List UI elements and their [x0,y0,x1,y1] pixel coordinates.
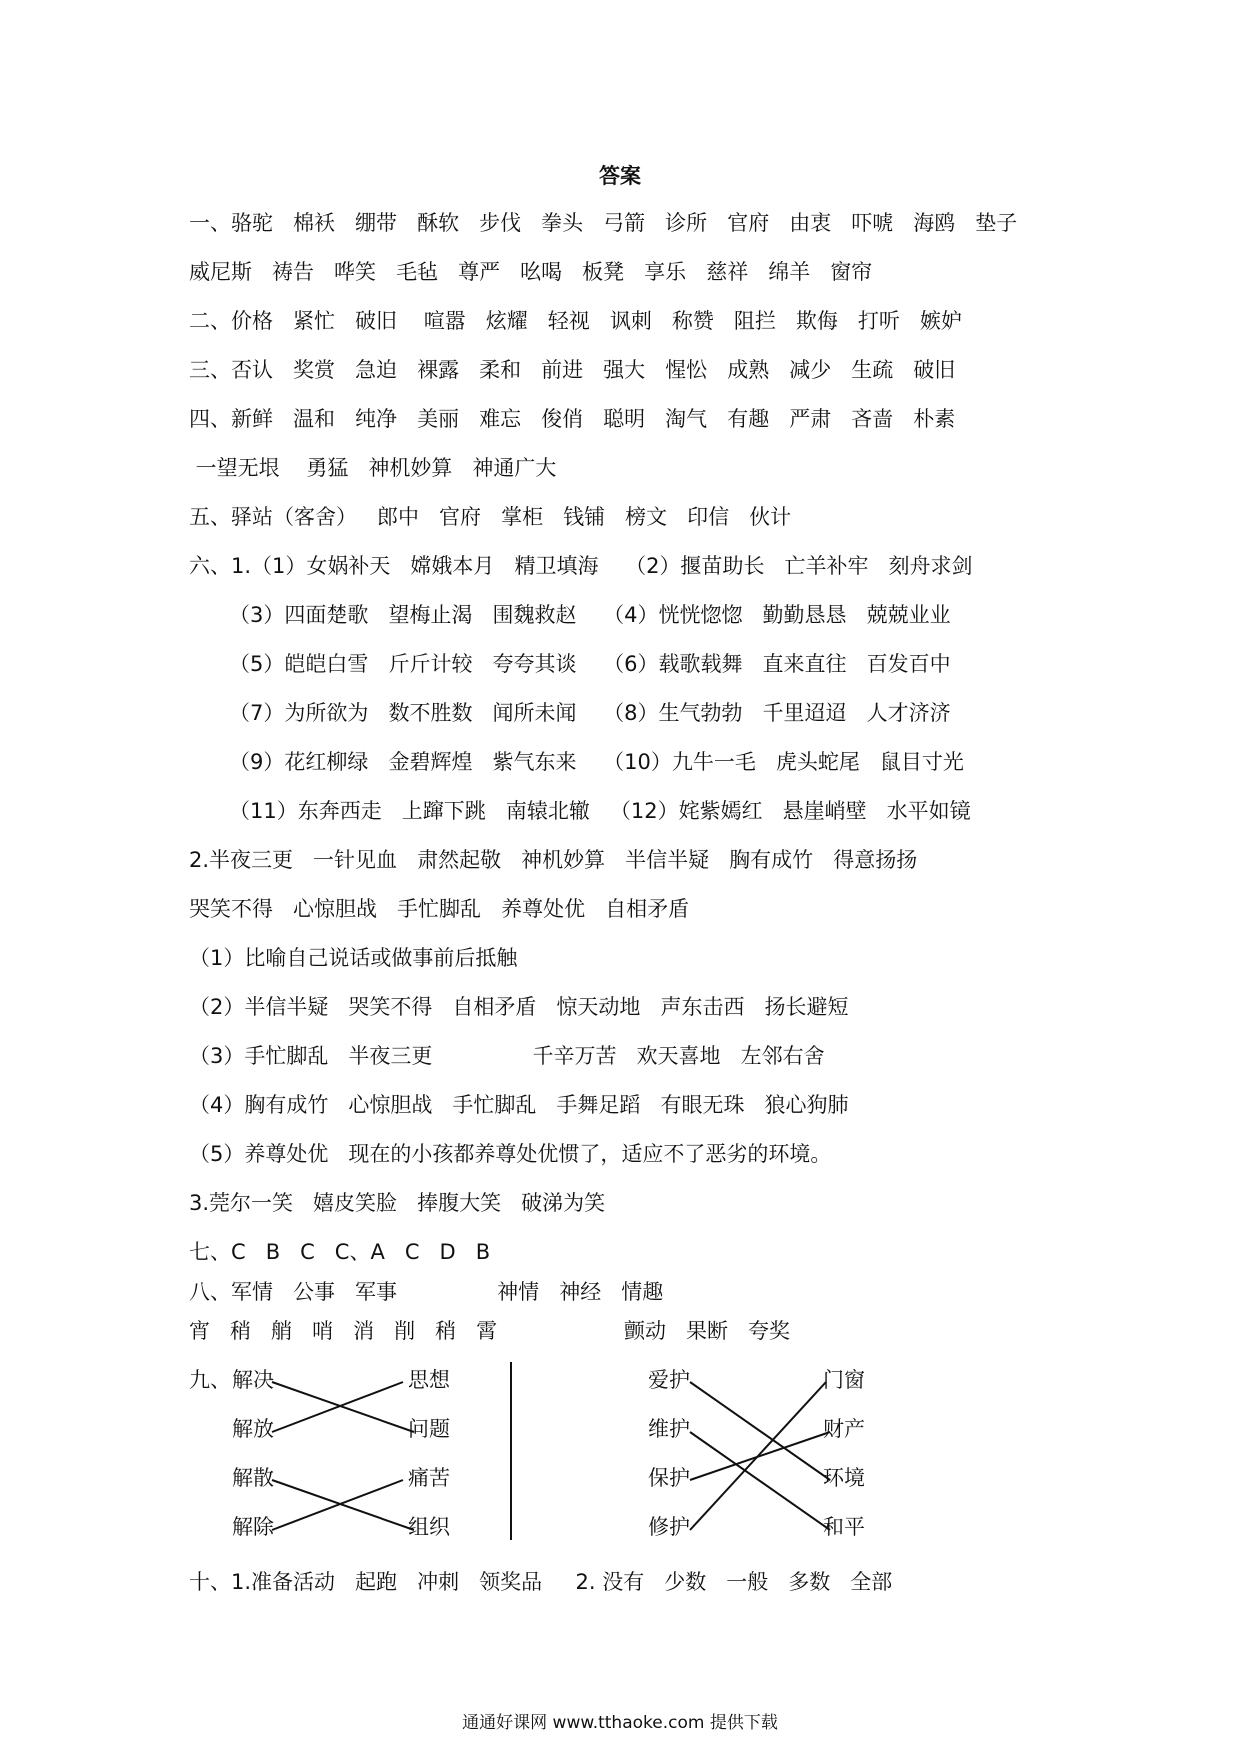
answer-line-20: （5）养尊处优 现在的小孩都养尊处优惯了，适应不了恶劣的环境。 [189,1142,832,1166]
match-left-item: 维护 [648,1417,690,1441]
answer-line-16: （1）比喻自己说话或做事前后抵触 [189,946,518,970]
answer-line-13: （11）东奔西走 上蹿下跳 南辕北辙 （12）姹紫嫣红 悬崖峭壁 水平如镜 [189,799,971,823]
match-line [690,1382,830,1480]
answer-line-5: 四、新鲜 温和 纯净 美丽 难忘 俊俏 聪明 淘气 有趣 严肃 吝啬 朴素 [189,407,956,431]
answer-line-7: 五、驿站（客舍） 郎中 官府 掌柜 钱铺 榜文 印信 伙计 [189,505,792,529]
answer-line-15: 哭笑不得 心惊胆战 手忙脚乱 养尊处优 自相矛盾 [189,897,690,921]
answer-line-10: （5）皑皑白雪 斤斤计较 夸夸其谈 （6）载歌载舞 直来直往 百发百中 [189,652,951,676]
match-right-item: 和平 [823,1515,865,1539]
match-right-item: 思想 [408,1368,450,1392]
answer-line-3: 二、价格 紧忙 破旧 喧嚣 炫耀 轻视 讽刺 称赞 阻拦 欺侮 打听 嫉妒 [189,309,962,333]
answer-line-12: （9）花红柳绿 金碧辉煌 紫气东来 （10）九牛一毛 虎头蛇尾 鼠目寸光 [189,750,964,774]
match-right-item: 环境 [823,1466,865,1490]
match-line [690,1432,830,1480]
match-right-item: 组织 [408,1515,450,1539]
match-left-item: 保护 [648,1466,690,1490]
answer-line-6: 一望无垠 勇猛 神机妙算 神通广大 [189,456,557,480]
answer-line-23: 八、军情 公事 军事 神情 神经 情趣 [189,1280,664,1304]
answer-line-8: 六、1.（1）女娲补天 嫦娥本月 精卫填海 （2）揠苗助长 亡羊补牢 刻舟求剑 [189,554,973,578]
answer-line-19: （4）胸有成竹 心惊胆战 手忙脚乱 手舞足蹈 有眼无珠 狼心狗肺 [189,1093,849,1117]
match-right-item: 痛苦 [408,1466,450,1490]
match-left-item: 修护 [648,1515,690,1539]
answer-line-2: 威尼斯 祷告 哗笑 毛毡 尊严 吆喝 板凳 享乐 慈祥 绵羊 窗帘 [189,260,873,284]
match-left-item: 解决 [232,1368,274,1392]
footer-credit: 通通好课网 www.tthaoke.com 提供下载 [462,1713,778,1733]
answer-line-11: （7）为所欲为 数不胜数 闻所未闻 （8）生气勃勃 千里迢迢 人才济济 [189,701,951,725]
answer-line-14: 2.半夜三更 一针见血 肃然起敬 神机妙算 半信半疑 胸有成竹 得意扬扬 [189,848,918,872]
answer-line-17: （2）半信半疑 哭笑不得 自相矛盾 惊天动地 声东击西 扬长避短 [189,995,849,1019]
answer-line-9: （3）四面楚歌 望梅止渴 围魏救赵 （4）恍恍惚惚 勤勤恳恳 兢兢业业 [189,603,951,627]
match-left-item: 解除 [232,1515,274,1539]
match-line [690,1382,826,1530]
matching-prefix: 九、 [189,1368,231,1392]
answer-line-1: 一、骆驼 棉袄 绷带 酥软 步伐 拳头 弓箭 诊所 官府 由衷 吓唬 海鸥 垫子 [189,211,1018,235]
answer-line-21: 3.莞尔一笑 嬉皮笑脸 捧腹大笑 破涕为笑 [189,1191,606,1215]
answer-line-25: 十、1.准备活动 起跑 冲刺 领奖品 2. 没有 少数 一般 多数 全部 [189,1570,893,1594]
answer-line-24: 宵 稍 艄 哨 消 削 稍 霄 颤动 果断 夸奖 [189,1319,791,1343]
answer-line-18: （3）手忙脚乱 半夜三更 千辛万苦 欢天喜地 左邻右舍 [189,1044,825,1068]
page-title: 答案 [599,164,641,188]
match-right-item: 门窗 [823,1368,865,1392]
match-line [690,1432,830,1530]
match-left-item: 爱护 [648,1368,690,1392]
match-left-item: 解放 [232,1417,274,1441]
answer-line-4: 三、否认 奖赏 急迫 裸露 柔和 前进 强大 惺忪 成熟 减少 生疏 破旧 [189,358,956,382]
answer-line-22: 七、C B C C、A C D B [189,1240,491,1264]
match-right-item: 问题 [408,1417,450,1441]
match-left-item: 解散 [232,1466,274,1490]
match-right-item: 财产 [823,1417,865,1441]
